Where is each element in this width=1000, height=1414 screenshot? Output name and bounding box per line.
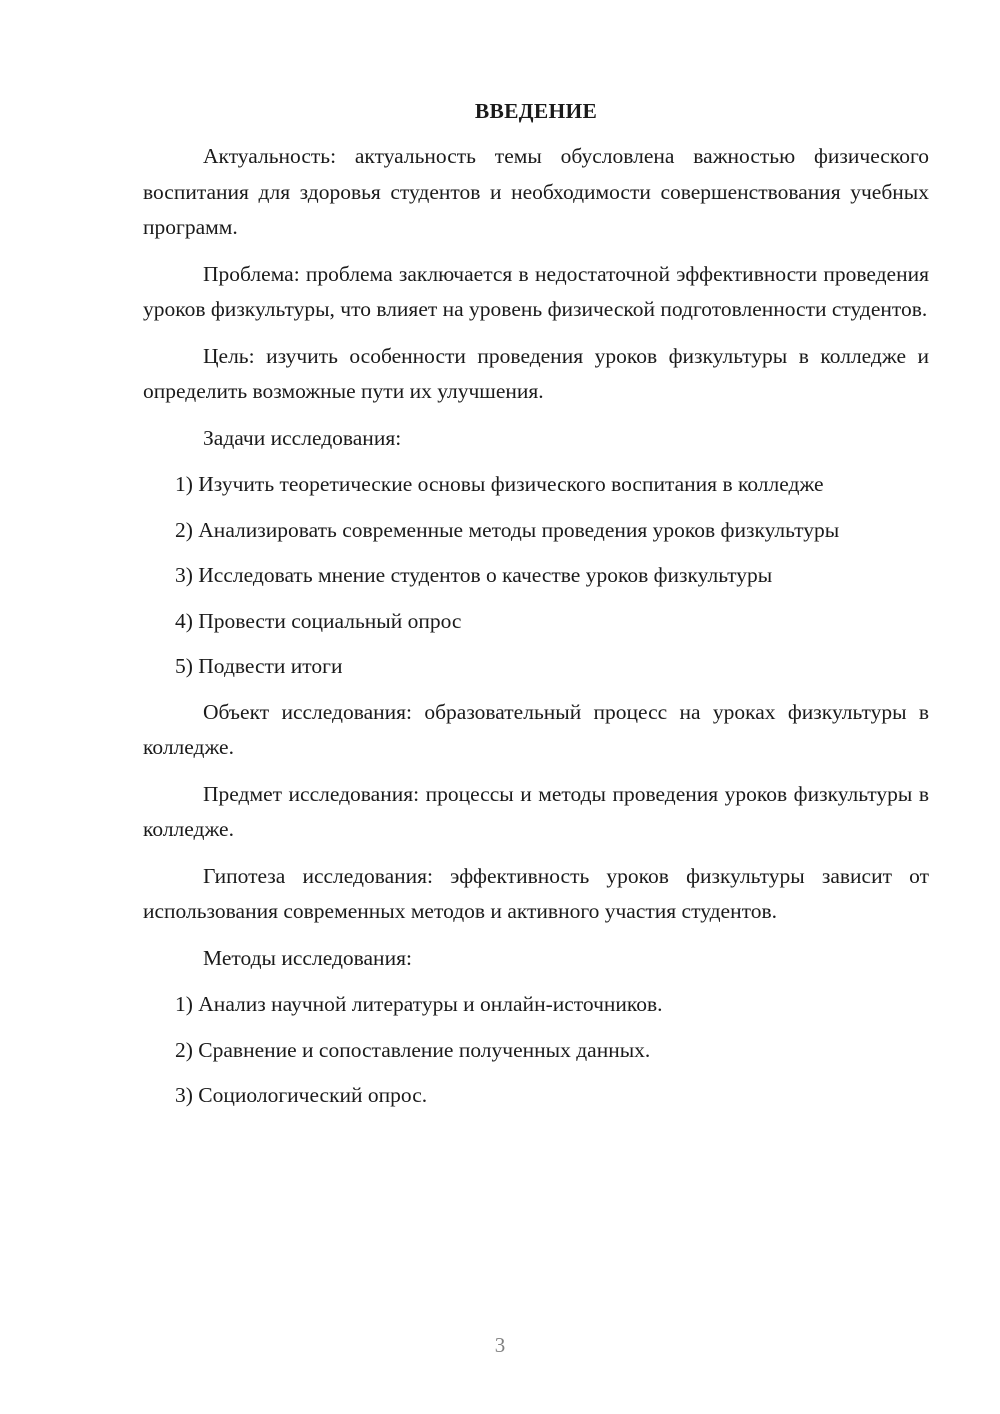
relevance-paragraph: Актуальность: актуальность темы обусловлена важностью физического воспитания для здоровья студентов и необходимости совершенствования учебных программ. <box>143 144 929 239</box>
task-item-4: 4) Провести социальный опрос <box>175 608 462 633</box>
object-paragraph: Объект исследования: образовательный процесс на уроках физкультуры в колледже. <box>143 699 929 759</box>
methods-heading: Методы исследования: <box>203 945 412 970</box>
problem-paragraph: Проблема: проблема заключается в недостаточной эффективности проведения уроков физкультуры, что влияет на уровень физической подготовленности студентов. <box>143 261 929 321</box>
document-page <box>143 96 929 1124</box>
tasks-heading: Задачи исследования: <box>203 425 402 450</box>
section-title: ВВЕДЕНИЕ <box>474 99 598 123</box>
goal-paragraph: Цель: изучить особенности проведения уроков физкультуры в колледже и определить возможные пути их улучшения. <box>143 343 929 403</box>
task-item-5: 5) Подвести итоги <box>175 654 343 678</box>
method-item-2: 2) Сравнение и сопоставление полученных данных. <box>175 1037 651 1062</box>
hypothesis-paragraph: Гипотеза исследования: эффективность уроков физкультуры зависит от использования современных методов и активного участия студентов. <box>143 863 929 923</box>
task-item-3: 3) Исследовать мнение студентов о качестве уроков физкультуры <box>175 563 773 587</box>
subject-paragraph: Предмет исследования: процессы и методы проведения уроков физкультуры в колледже. <box>143 781 929 841</box>
task-item-2: 2) Анализировать современные методы проведения уроков физкультуры <box>175 517 840 542</box>
page-number: 3 <box>494 1333 506 1357</box>
method-item-3: 3) Социологический опрос. <box>175 1083 428 1107</box>
task-item-1: 1) Изучить теоретические основы физического воспитания в колледже <box>175 472 824 496</box>
method-item-1: 1) Анализ научной литературы и онлайн-источников. <box>175 992 663 1016</box>
